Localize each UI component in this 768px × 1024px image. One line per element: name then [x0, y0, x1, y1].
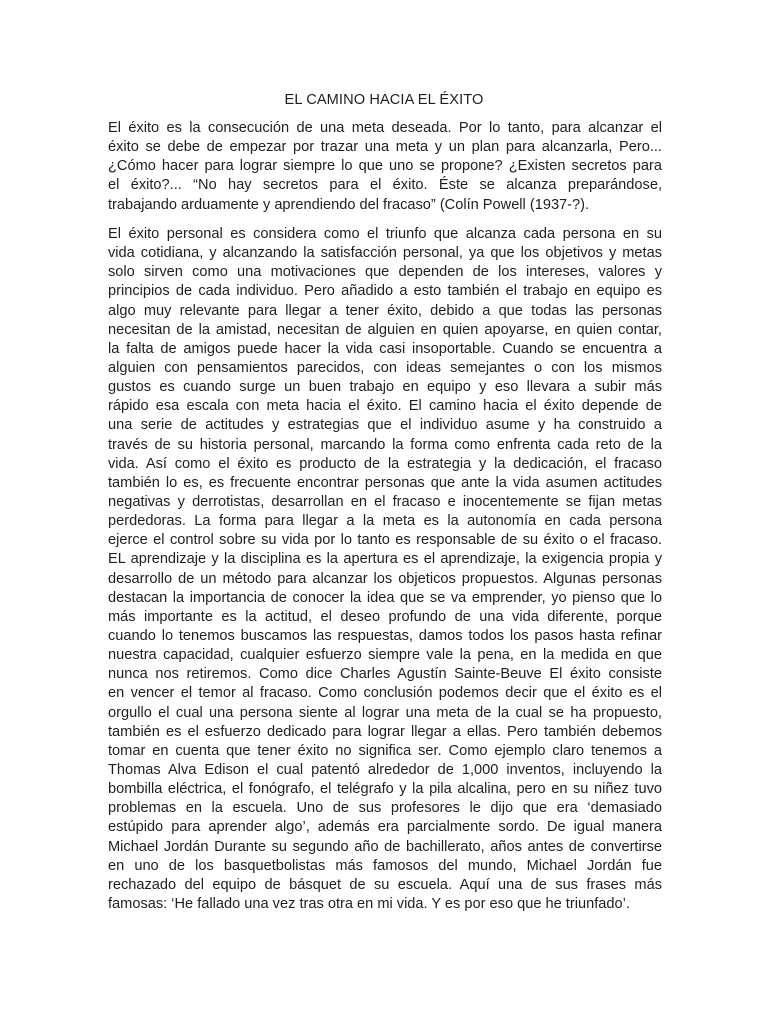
text-line: ¿Cómo hacer para lograr siempre lo que uno se propone? ¿Existen secretos para	[108, 158, 662, 175]
text-line: cuando lo tenemos buscamos las respuestas, damos todos los pasos hasta refinar	[108, 627, 662, 644]
text-line: necesitan de la amistad, necesitan de alguien en quien apoyarse, en quien contar,	[108, 321, 662, 338]
paragraph-body	[108, 225, 662, 914]
text-line: desarrollo de un método para alcanzar los objeticos propuestos. Algunas personas	[108, 570, 662, 587]
text-line: estúpido para aprender algo’, además era parcialmente sordo. De igual manera	[108, 819, 662, 836]
text-line: también lo es, es frecuente encontrar personas que ante la vida asumen actitudes	[108, 474, 662, 491]
text-line: solo sirven como una motivaciones que dependen de los intereses, valores y	[108, 264, 662, 281]
text-line: problemas en la escuela. Uno de sus profesores le dijo que era ‘demasiado	[108, 800, 662, 817]
text-line: El éxito personal es considera como el triunfo que alcanza cada persona en su	[108, 226, 662, 242]
text-line: rechazado del equipo de básquet de su escuela. Aquí una de sus frases más	[108, 876, 662, 893]
text-line: una serie de actitudes y estrategias que el individuo asume y ha construido a	[108, 417, 662, 434]
text-line: también es el esfuerzo dedicado para lograr llegar a ellas. Pero también debemos	[108, 723, 662, 740]
text-line: rápido esa escala con meta hacia el éxito. El camino hacia el éxito depende de	[108, 398, 662, 415]
text-line: El éxito es la consecución de una meta deseada. Por lo tanto, para alcanzar el	[108, 120, 662, 136]
text-line: tomar en cuenta que tener éxito no significa ser. Como ejemplo claro tenemos a	[108, 742, 662, 759]
text-line: negativas y derrotistas, desarrollan en el fracaso e inocentemente se fijan metas	[108, 493, 662, 510]
text-line: EL aprendizaje y la disciplina es la apertura es el aprendizaje, la exigencia propia y	[108, 551, 662, 568]
text-line: algo muy relevante para llegar a tener éxito, debido a que todas las personas	[108, 302, 662, 319]
text-line: famosas: ‘He fallado una vez tras otra en mi vida. Y es por eso que he triunfado’.	[108, 895, 630, 912]
text-line: bombilla eléctrica, el fonógrafo, el telégrafo y la pila alcalina, pero en su niñez tuvo	[108, 781, 662, 798]
text-line: principios de cada individuo. Pero añadido a esto también el trabajo en equipo es	[108, 283, 662, 300]
text-line: éxito se debe de empezar por trazar una meta y un plan para alcanzarla, Pero...	[108, 139, 662, 156]
document-title: EL CAMINO HACIA EL ÉXITO	[284, 92, 484, 108]
text-line: alguien con pensamientos parecidos, con ideas semejantes o con los mismos	[108, 359, 662, 376]
text-line: perdedoras. La forma para llegar a la meta es la autonomía en cada persona	[108, 513, 662, 530]
text-line: Michael Jordán Durante su segundo año de bachillerato, años antes de convertirse	[108, 838, 662, 855]
text-line: Thomas Alva Edison el cual patentó alrededor de 1,000 inventos, incluyendo la	[108, 761, 662, 778]
text-line: nunca nos retiremos. Como dice Charles Agustín Sainte-Beuve El éxito consiste	[108, 666, 662, 683]
text-line: trabajando arduamente y aprendiendo del fracaso” (Colín Powell (1937-?).	[108, 196, 590, 213]
text-line: vida cotidiana, y alcanzando la satisfacción personal, ya que los objetivos y metas	[108, 245, 662, 262]
text-line: en vencer el temor al fracaso. Como conclusión podemos decir que el éxito es el	[108, 685, 662, 702]
text-line: vida. Así como el éxito es producto de la estrategia y la dedicación, el fracaso	[108, 455, 662, 472]
text-line: orgullo el cual una persona siente al lograr una meta de la cual se ha propuesto,	[108, 704, 662, 721]
text-line: el éxito?... “No hay secretos para el éxito. Éste se alcanza preparándose,	[108, 177, 662, 194]
paragraph-intro	[108, 119, 662, 215]
text-line: gustos es cuando surge un buen trabajo en equipo y eso llevara a subir más	[108, 379, 662, 396]
text-line: ejerce el control sobre su vida por lo tanto es responsable de su éxito o el fracaso.	[108, 532, 662, 549]
text-line: en uno de los basquetbolistas más famosos del mundo, Michael Jordán fue	[108, 857, 662, 874]
text-line: más importante es la actitud, el deseo profundo de una vida diferente, porque	[108, 608, 662, 625]
text-line: destacan la importancia de conocer la idea que se va emprender, yo pienso que lo	[108, 589, 662, 606]
text-line: nuestra capacidad, cualquier esfuerzo siempre vale la pena, en la medida en que	[108, 647, 662, 664]
text-line: la falta de amigos puede hacer la vida casi insoportable. Cuando se encuentra a	[108, 340, 662, 357]
text-line: través de su historia personal, marcando la forma como enfrenta cada reto de la	[108, 436, 662, 453]
